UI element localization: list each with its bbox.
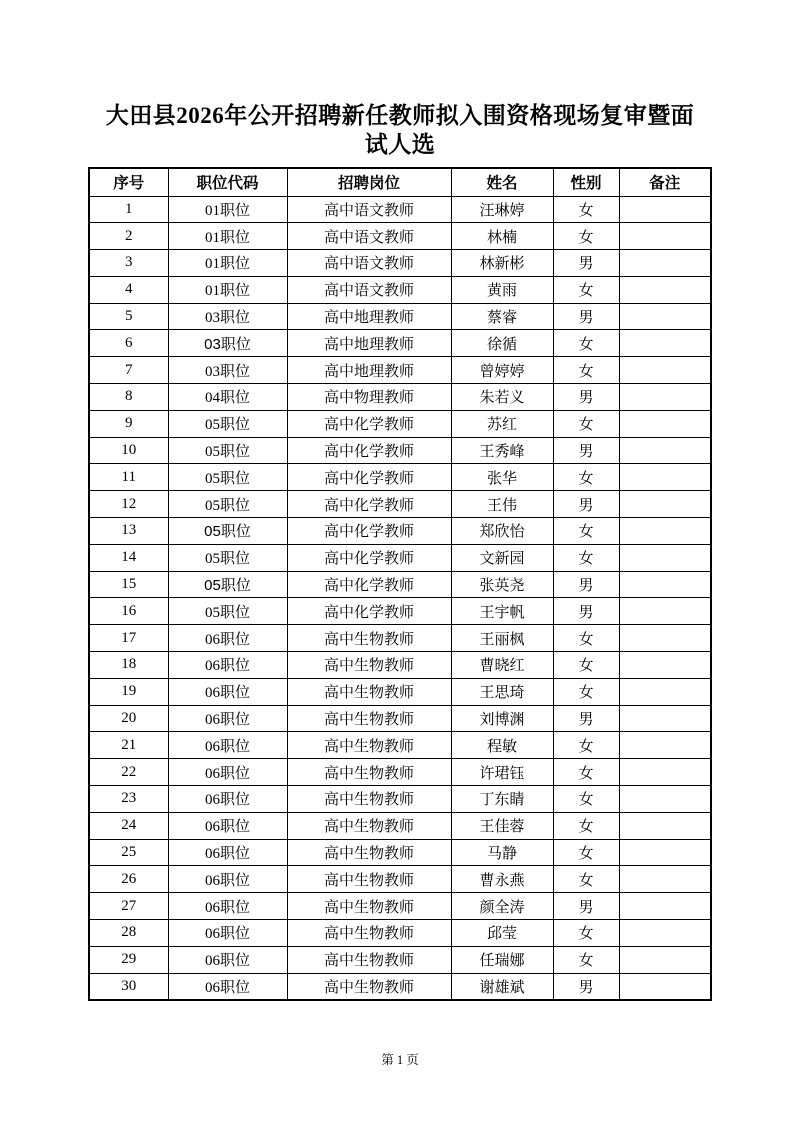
cell-serial-number: 14 — [89, 544, 168, 571]
cell-remarks — [619, 625, 711, 652]
cell-recruitment-post: 高中地理教师 — [287, 357, 451, 384]
cell-position-code: 06职位 — [168, 678, 287, 705]
table-row — [89, 598, 711, 625]
cell-serial-number: 4 — [89, 276, 168, 303]
cell-name: 曹永燕 — [451, 866, 553, 893]
cell-position-code: 06职位 — [168, 625, 287, 652]
cell-position-code: 05职位 — [168, 518, 287, 545]
table-row — [89, 705, 711, 732]
cell-recruitment-post: 高中地理教师 — [287, 303, 451, 330]
cell-gender: 女 — [553, 812, 619, 839]
table-row — [89, 678, 711, 705]
cell-remarks — [619, 544, 711, 571]
cell-gender: 男 — [553, 384, 619, 411]
cell-remarks — [619, 732, 711, 759]
cell-recruitment-post: 高中语文教师 — [287, 196, 451, 223]
cell-name: 王宇帆 — [451, 598, 553, 625]
table-header-row — [89, 168, 711, 196]
table-row — [89, 920, 711, 947]
cell-recruitment-post: 高中化学教师 — [287, 544, 451, 571]
cell-remarks — [619, 786, 711, 813]
cell-gender: 女 — [553, 464, 619, 491]
cell-remarks — [619, 464, 711, 491]
cell-remarks — [619, 652, 711, 679]
cell-serial-number: 21 — [89, 732, 168, 759]
cell-gender: 女 — [553, 759, 619, 786]
cell-name: 许珺钰 — [451, 759, 553, 786]
table-row — [89, 276, 711, 303]
cell-recruitment-post: 高中语文教师 — [287, 276, 451, 303]
page-title-line-2: 试人选 — [364, 132, 436, 157]
cell-remarks — [619, 893, 711, 920]
table-row — [89, 946, 711, 973]
header-recruitment-post: 招聘岗位 — [287, 168, 451, 196]
cell-name: 王丽枫 — [451, 625, 553, 652]
page-number: 第 1 页 — [381, 1053, 419, 1067]
cell-remarks — [619, 705, 711, 732]
cell-serial-number: 11 — [89, 464, 168, 491]
cell-remarks — [619, 303, 711, 330]
cell-position-code: 06职位 — [168, 732, 287, 759]
cell-name: 朱若义 — [451, 384, 553, 411]
cell-gender: 女 — [553, 866, 619, 893]
cell-gender: 女 — [553, 223, 619, 250]
cell-gender: 女 — [553, 276, 619, 303]
cell-serial-number: 24 — [89, 812, 168, 839]
cell-position-code: 06职位 — [168, 893, 287, 920]
cell-remarks — [619, 384, 711, 411]
cell-recruitment-post: 高中生物教师 — [287, 893, 451, 920]
table-row — [89, 839, 711, 866]
cell-position-code: 06职位 — [168, 652, 287, 679]
cell-name: 林新彬 — [451, 250, 553, 277]
cell-recruitment-post: 高中语文教师 — [287, 250, 451, 277]
cell-recruitment-post: 高中生物教师 — [287, 678, 451, 705]
cell-name: 张华 — [451, 464, 553, 491]
cell-serial-number: 15 — [89, 571, 168, 598]
cell-recruitment-post: 高中生物教师 — [287, 732, 451, 759]
table-row — [89, 464, 711, 491]
cell-recruitment-post: 高中生物教师 — [287, 839, 451, 866]
cell-position-code: 06职位 — [168, 973, 287, 1000]
cell-remarks — [619, 276, 711, 303]
cell-remarks — [619, 357, 711, 384]
cell-serial-number: 22 — [89, 759, 168, 786]
cell-position-code: 06职位 — [168, 866, 287, 893]
cell-gender: 男 — [553, 303, 619, 330]
table-row — [89, 518, 711, 545]
cell-gender: 女 — [553, 920, 619, 947]
cell-position-code: 05职位 — [168, 598, 287, 625]
cell-name: 王伟 — [451, 491, 553, 518]
table-row — [89, 973, 711, 1000]
table-row — [89, 893, 711, 920]
cell-position-code: 06职位 — [168, 812, 287, 839]
cell-serial-number: 29 — [89, 946, 168, 973]
cell-name: 郑欣怡 — [451, 518, 553, 545]
table-row — [89, 384, 711, 411]
cell-position-code: 05职位 — [168, 544, 287, 571]
cell-recruitment-post: 高中生物教师 — [287, 973, 451, 1000]
table-row — [89, 812, 711, 839]
cell-position-code: 04职位 — [168, 384, 287, 411]
cell-remarks — [619, 839, 711, 866]
cell-recruitment-post: 高中生物教师 — [287, 705, 451, 732]
cell-remarks — [619, 491, 711, 518]
table-row — [89, 625, 711, 652]
cell-position-code: 01职位 — [168, 276, 287, 303]
cell-recruitment-post: 高中生物教师 — [287, 786, 451, 813]
table-row — [89, 732, 711, 759]
cell-name: 王思琦 — [451, 678, 553, 705]
table-row — [89, 196, 711, 223]
cell-position-code: 05职位 — [168, 464, 287, 491]
table-row — [89, 652, 711, 679]
cell-serial-number: 19 — [89, 678, 168, 705]
cell-gender: 男 — [553, 893, 619, 920]
cell-name: 王佳蓉 — [451, 812, 553, 839]
cell-name: 程敏 — [451, 732, 553, 759]
header-name: 姓名 — [451, 168, 553, 196]
cell-remarks — [619, 437, 711, 464]
cell-name: 张英尧 — [451, 571, 553, 598]
cell-gender: 男 — [553, 437, 619, 464]
table-row — [89, 759, 711, 786]
cell-name: 谢雄斌 — [451, 973, 553, 1000]
cell-position-code: 06职位 — [168, 705, 287, 732]
cell-gender: 女 — [553, 330, 619, 357]
cell-serial-number: 30 — [89, 973, 168, 1000]
cell-name: 苏红 — [451, 410, 553, 437]
cell-remarks — [619, 973, 711, 1000]
cell-remarks — [619, 598, 711, 625]
cell-serial-number: 2 — [89, 223, 168, 250]
table-row — [89, 437, 711, 464]
cell-gender: 女 — [553, 625, 619, 652]
table-row — [89, 250, 711, 277]
cell-recruitment-post: 高中化学教师 — [287, 598, 451, 625]
cell-name: 颜全涛 — [451, 893, 553, 920]
table-row — [89, 303, 711, 330]
cell-position-code: 06职位 — [168, 920, 287, 947]
table-row — [89, 544, 711, 571]
page-title — [80, 101, 720, 159]
cell-serial-number: 18 — [89, 652, 168, 679]
cell-remarks — [619, 946, 711, 973]
cell-serial-number: 10 — [89, 437, 168, 464]
cell-name: 邱莹 — [451, 920, 553, 947]
cell-gender: 女 — [553, 678, 619, 705]
cell-remarks — [619, 250, 711, 277]
cell-gender: 男 — [553, 571, 619, 598]
cell-gender: 男 — [553, 491, 619, 518]
table-row — [89, 786, 711, 813]
cell-recruitment-post: 高中化学教师 — [287, 571, 451, 598]
cell-recruitment-post: 高中生物教师 — [287, 652, 451, 679]
cell-recruitment-post: 高中生物教师 — [287, 812, 451, 839]
cell-remarks — [619, 759, 711, 786]
cell-serial-number: 13 — [89, 518, 168, 545]
cell-remarks — [619, 812, 711, 839]
cell-name: 任瑞娜 — [451, 946, 553, 973]
table-row — [89, 330, 711, 357]
cell-remarks — [619, 518, 711, 545]
cell-serial-number: 6 — [89, 330, 168, 357]
cell-remarks — [619, 196, 711, 223]
cell-position-code: 06职位 — [168, 786, 287, 813]
cell-name: 徐循 — [451, 330, 553, 357]
cell-serial-number: 8 — [89, 384, 168, 411]
table-row — [89, 223, 711, 250]
cell-remarks — [619, 330, 711, 357]
cell-name: 汪琳婷 — [451, 196, 553, 223]
cell-recruitment-post: 高中生物教师 — [287, 866, 451, 893]
table-row — [89, 357, 711, 384]
cell-recruitment-post: 高中语文教师 — [287, 223, 451, 250]
cell-position-code: 06职位 — [168, 759, 287, 786]
cell-recruitment-post: 高中化学教师 — [287, 410, 451, 437]
cell-serial-number: 20 — [89, 705, 168, 732]
cell-recruitment-post: 高中生物教师 — [287, 625, 451, 652]
cell-gender: 女 — [553, 196, 619, 223]
cell-name: 蔡睿 — [451, 303, 553, 330]
cell-gender: 女 — [553, 946, 619, 973]
cell-gender: 女 — [553, 410, 619, 437]
cell-gender: 女 — [553, 652, 619, 679]
cell-position-code: 03职位 — [168, 357, 287, 384]
header-gender: 性别 — [553, 168, 619, 196]
table-row — [89, 571, 711, 598]
cell-serial-number: 16 — [89, 598, 168, 625]
cell-gender: 男 — [553, 250, 619, 277]
header-position-code: 职位代码 — [168, 168, 287, 196]
cell-recruitment-post: 高中化学教师 — [287, 464, 451, 491]
cell-serial-number: 26 — [89, 866, 168, 893]
cell-serial-number: 5 — [89, 303, 168, 330]
cell-position-code: 06职位 — [168, 839, 287, 866]
cell-serial-number: 12 — [89, 491, 168, 518]
cell-name: 刘博渊 — [451, 705, 553, 732]
table-row — [89, 410, 711, 437]
cell-name: 丁东睛 — [451, 786, 553, 813]
cell-gender: 女 — [553, 786, 619, 813]
cell-position-code: 01职位 — [168, 196, 287, 223]
cell-remarks — [619, 571, 711, 598]
cell-recruitment-post: 高中生物教师 — [287, 946, 451, 973]
cell-recruitment-post: 高中地理教师 — [287, 330, 451, 357]
cell-gender: 男 — [553, 973, 619, 1000]
cell-serial-number: 9 — [89, 410, 168, 437]
cell-gender: 女 — [553, 732, 619, 759]
cell-name: 马静 — [451, 839, 553, 866]
cell-position-code: 01职位 — [168, 250, 287, 277]
cell-remarks — [619, 920, 711, 947]
table-body — [89, 196, 711, 1000]
page-title-line-1: 大田县2026年公开招聘新任教师拟入围资格现场复审暨面 — [105, 103, 695, 128]
table-row — [89, 491, 711, 518]
cell-name: 曾婷婷 — [451, 357, 553, 384]
cell-position-code: 05职位 — [168, 571, 287, 598]
cell-position-code: 03职位 — [168, 303, 287, 330]
candidate-roster-table — [88, 167, 712, 1001]
cell-name: 黄雨 — [451, 276, 553, 303]
header-remarks: 备注 — [619, 168, 711, 196]
header-serial-number: 序号 — [89, 168, 168, 196]
cell-name: 曹晓红 — [451, 652, 553, 679]
cell-remarks — [619, 866, 711, 893]
cell-remarks — [619, 678, 711, 705]
cell-position-code: 06职位 — [168, 946, 287, 973]
cell-remarks — [619, 410, 711, 437]
cell-gender: 女 — [553, 518, 619, 545]
cell-name: 林楠 — [451, 223, 553, 250]
cell-gender: 男 — [553, 705, 619, 732]
cell-remarks — [619, 223, 711, 250]
cell-name: 文新园 — [451, 544, 553, 571]
cell-recruitment-post: 高中化学教师 — [287, 491, 451, 518]
cell-recruitment-post: 高中生物教师 — [287, 920, 451, 947]
cell-recruitment-post: 高中化学教师 — [287, 518, 451, 545]
cell-position-code: 03职位 — [168, 330, 287, 357]
cell-serial-number: 3 — [89, 250, 168, 277]
table-row — [89, 866, 711, 893]
cell-recruitment-post: 高中物理教师 — [287, 384, 451, 411]
cell-gender: 女 — [553, 544, 619, 571]
cell-serial-number: 7 — [89, 357, 168, 384]
cell-serial-number: 23 — [89, 786, 168, 813]
cell-serial-number: 17 — [89, 625, 168, 652]
cell-position-code: 01职位 — [168, 223, 287, 250]
cell-serial-number: 28 — [89, 920, 168, 947]
cell-serial-number: 27 — [89, 893, 168, 920]
cell-position-code: 05职位 — [168, 437, 287, 464]
cell-position-code: 05职位 — [168, 491, 287, 518]
cell-serial-number: 25 — [89, 839, 168, 866]
cell-serial-number: 1 — [89, 196, 168, 223]
cell-recruitment-post: 高中生物教师 — [287, 759, 451, 786]
cell-gender: 女 — [553, 839, 619, 866]
cell-recruitment-post: 高中化学教师 — [287, 437, 451, 464]
cell-gender: 男 — [553, 598, 619, 625]
cell-position-code: 05职位 — [168, 410, 287, 437]
cell-gender: 女 — [553, 357, 619, 384]
cell-name: 王秀峰 — [451, 437, 553, 464]
